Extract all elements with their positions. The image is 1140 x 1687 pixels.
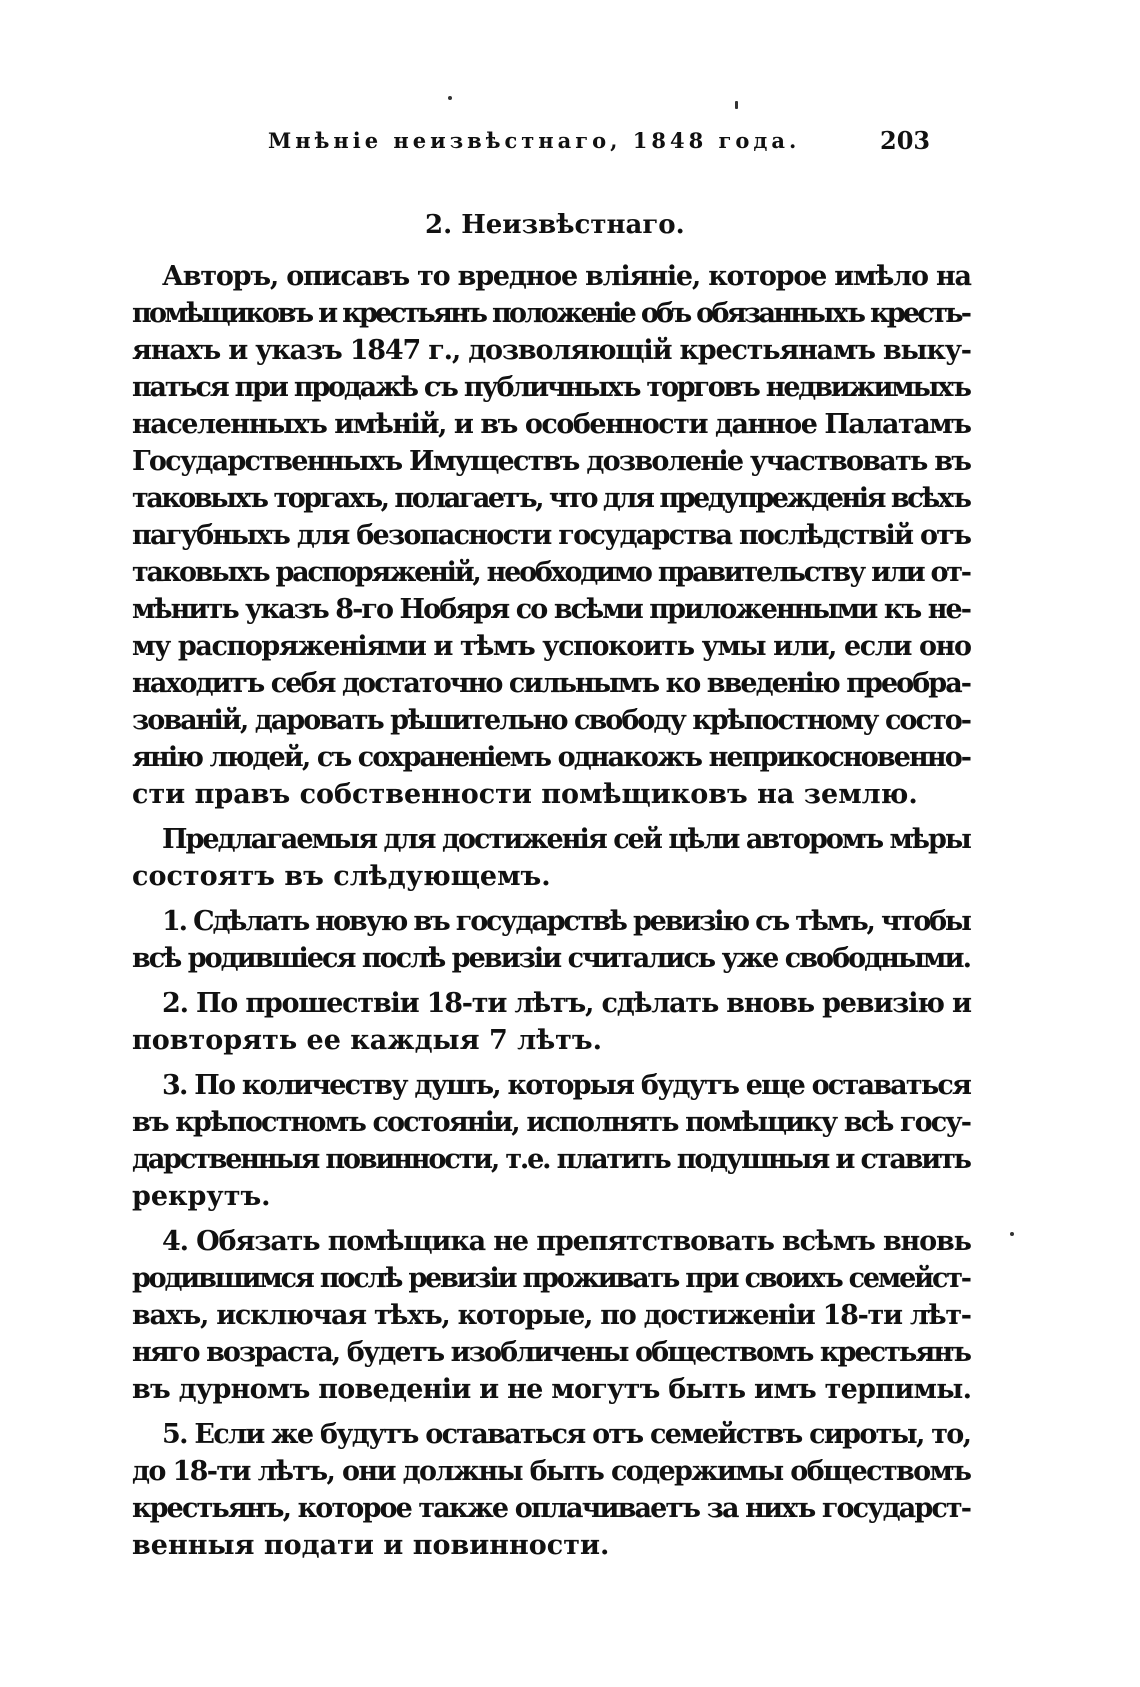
text-line: сти правъ собственности помѣщиковъ на землю. bbox=[132, 779, 918, 810]
print-speck bbox=[735, 101, 738, 109]
text-line: 2. По прошествіи 18-ти лѣтъ, сдѣлать вновь ревизію и bbox=[162, 988, 971, 1019]
text-line: таковыхъ торгахъ, полагаетъ, что для предупрежденія всѣхъ bbox=[132, 483, 970, 514]
paragraph-item-3 bbox=[132, 1067, 972, 1215]
text-line: помѣщиковъ и крестьянъ положеніе объ обязанныхъ кресть- bbox=[132, 298, 970, 329]
running-head: Мнѣніе неизвѣстнаго, 1848 года. bbox=[268, 128, 801, 153]
text-line: Предлагаемыя для достиженія сей цѣли авторомъ мѣры bbox=[162, 824, 971, 855]
text-line: находитъ себя достаточно сильнымъ ко введенію преобра- bbox=[132, 668, 971, 699]
text-line: состоятъ въ слѣдующемъ. bbox=[132, 861, 551, 892]
text-line: венныя подати и повинности. bbox=[132, 1530, 610, 1561]
text-line: дарственныя повинности, т.е. платить подушныя и ставить bbox=[132, 1144, 970, 1175]
paragraph-item-1 bbox=[132, 903, 972, 977]
text-line: му распоряженіями и тѣмъ успокоить умы или, если оно bbox=[132, 631, 971, 662]
text-line: 4. Обязать помѣщика не препятствовать всѣмъ вновь bbox=[162, 1226, 971, 1257]
text-line: Государственныхъ Имуществъ дозволеніе участвовать въ bbox=[132, 446, 971, 477]
text-line: въ дурномъ поведеніи и не могутъ быть имъ терпимы. bbox=[132, 1374, 972, 1405]
text-line: Авторъ, описавъ то вредное вліяніе, которое имѣло на bbox=[162, 261, 971, 292]
text-line: няго возраста, будетъ изобличены обществомъ крестьянъ bbox=[132, 1337, 971, 1368]
text-line: родившимся послѣ ревизіи проживать при своихъ семейст- bbox=[132, 1263, 970, 1294]
paragraph-intro bbox=[132, 258, 972, 813]
text-line: 5. Если же будутъ оставаться отъ семействъ сироты, то, bbox=[162, 1419, 971, 1450]
print-speck bbox=[448, 96, 452, 100]
text-line: вахъ, исключая тѣхъ, которые, по достиженіи 18-ти лѣт- bbox=[132, 1300, 971, 1331]
paragraph-item-5 bbox=[132, 1416, 972, 1564]
paragraph-item-2 bbox=[132, 985, 972, 1059]
text-line: населенныхъ имѣній, и въ особенности данное Палатамъ bbox=[132, 409, 971, 440]
text-line: рекрутъ. bbox=[132, 1181, 271, 1212]
body-text bbox=[132, 258, 972, 1564]
text-line: таковыхъ распоряженій, необходимо правительству или от- bbox=[132, 557, 970, 588]
text-line: 1. Сдѣлать новую въ государствѣ ревизію съ тѣмъ, чтобы bbox=[162, 906, 970, 937]
paragraph-proposals-intro bbox=[132, 821, 972, 895]
print-speck bbox=[1010, 1232, 1014, 1236]
text-line: 3. По количеству душъ, которыя будутъ еще оставаться bbox=[162, 1070, 971, 1101]
section-title: 2. Неизвѣстнаго. bbox=[425, 210, 685, 240]
text-line: крестьянъ, которое также оплачиваетъ за нихъ государст- bbox=[132, 1493, 971, 1524]
text-line: повторять ее каждыя 7 лѣтъ. bbox=[132, 1025, 603, 1056]
text-line: въ крѣпостномъ состояніи, исполнять помѣщику всѣ госу- bbox=[132, 1107, 971, 1138]
paragraph-item-4 bbox=[132, 1223, 972, 1408]
text-line: до 18-ти лѣтъ, они должны быть содержимы обществомъ bbox=[132, 1456, 971, 1487]
text-line: янахъ и указъ 1847 г., дозволяющій крестьянамъ выку- bbox=[132, 335, 971, 366]
text-line: зованій, даровать рѣшительно свободу крѣпостному состо- bbox=[132, 705, 971, 736]
text-line: мѣнить указъ 8-го Нобяря со всѣми приложенными къ не- bbox=[132, 594, 971, 625]
page-number: 203 bbox=[880, 126, 931, 155]
text-line: паться при продажѣ съ публичныхъ торговъ недвижимыхъ bbox=[132, 372, 970, 403]
text-line: пагубныхъ для безопасности государства послѣдствій отъ bbox=[132, 520, 971, 551]
text-line: янію людей, съ сохраненіемъ однакожъ неприкосновенно- bbox=[132, 742, 971, 773]
text-line: всѣ родившіеся послѣ ревизіи считались уже свободными. bbox=[132, 943, 971, 974]
